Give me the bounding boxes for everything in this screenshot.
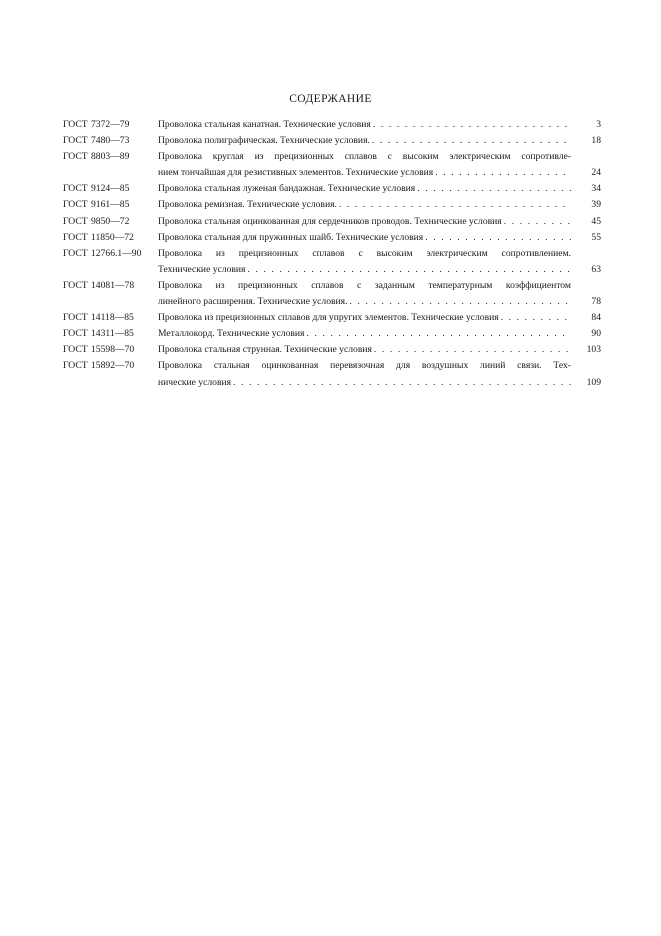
toc-entry-title-text: Проволока стальная канатная. Технические условия: [158, 119, 371, 130]
toc-entry-title: [158, 278, 571, 310]
toc-entry: [63, 149, 601, 181]
dot-leader: [504, 214, 571, 230]
toc-entry: [63, 214, 601, 230]
dot-leader: [435, 165, 571, 181]
toc-entry-title-text: линейного расширения. Технические условия.: [158, 296, 348, 308]
toc-entry-title-text: Проволока стальная луженая бандажная. Технические условия: [158, 183, 416, 195]
toc-entry: [63, 358, 601, 390]
toc-entry-title: [158, 310, 571, 326]
toc-entry-title: [158, 117, 571, 133]
toc-entry-title: [158, 197, 571, 213]
toc-entry-title-line: [158, 133, 571, 149]
table-of-contents: [63, 117, 601, 391]
dot-leader: [374, 342, 571, 358]
toc-entry-code: ГОСТ 11850—72: [63, 231, 134, 243]
toc-entry: [63, 230, 601, 246]
toc-entry-title-line: [158, 197, 571, 213]
toc-entry-page-number: 90: [591, 328, 601, 340]
toc-entry-page-number: 78: [591, 296, 601, 308]
dot-leader: [417, 181, 571, 197]
toc-entry-page-number: 103: [586, 344, 601, 356]
toc-entry-title: [158, 214, 571, 230]
toc-entry-page-number: 34: [591, 183, 601, 195]
toc-entry-page-number: 84: [591, 312, 601, 324]
toc-entry-code: ГОСТ 12766.1—90: [63, 247, 142, 259]
toc-entry-code: ГОСТ 9124—85: [63, 183, 130, 195]
toc-entry-title-line: [158, 262, 571, 278]
toc-entry-title-text: Технические условия: [158, 263, 246, 275]
toc-entry-title-line: [158, 230, 571, 246]
toc-entry-title-line: Проволока стальная оцинкованная перевязочная для воздушных линий связи. Тех-: [158, 360, 571, 372]
toc-entry-title-text: Проволока стальная струнная. Технические условия: [158, 344, 372, 356]
toc-entry: [63, 181, 601, 197]
toc-entry-page-number: 63: [591, 263, 601, 275]
toc-entry-title-text: Проволока ремизная. Технические условия.: [158, 199, 337, 211]
toc-entry-title-line: [158, 310, 571, 326]
toc-entry-title: [158, 358, 571, 390]
toc-entry-page-number: 109: [586, 376, 601, 388]
toc-entry-code: ГОСТ 7372—79: [63, 119, 130, 130]
toc-entry-title: [158, 326, 571, 342]
dot-leader: [372, 133, 571, 149]
dot-leader: [501, 310, 571, 326]
toc-entry-title: [158, 133, 571, 149]
toc-entry-title-line: [158, 326, 571, 342]
toc-entry: [63, 117, 601, 133]
toc-entry-code: ГОСТ 14311—85: [63, 328, 134, 340]
toc-entry-page-number: 3: [596, 119, 601, 130]
toc-entry-code: ГОСТ 15598—70: [63, 344, 135, 356]
toc-entry-title: [158, 342, 571, 358]
toc-entry-title-line: [158, 342, 571, 358]
toc-entry-title-line: [158, 181, 571, 197]
dot-leader: [233, 375, 571, 391]
toc-entry-code: ГОСТ 9850—72: [63, 215, 130, 227]
toc-entry-title-line: Проволока из прецизионных сплавов с высоким электрическим сопротивлением.: [158, 247, 571, 259]
toc-entry-title-line: [158, 375, 571, 391]
toc-entry-title: [158, 181, 571, 197]
toc-entry-title: [158, 246, 571, 278]
toc-entry-title-text: Проволока стальная для пружинных шайб. Технические условия: [158, 231, 424, 243]
dot-leader: [247, 262, 571, 278]
toc-entry-title-line: [158, 165, 571, 181]
toc-entry-title-text: нием тончайшая для резистивных элементов. Технические условия: [158, 167, 434, 179]
toc-entry-page-number: 24: [591, 167, 601, 179]
toc-entry-code: ГОСТ 8803—89: [63, 151, 130, 163]
dot-leader: [349, 294, 571, 310]
toc-entry: [63, 326, 601, 342]
toc-entry-title-text: Металлокорд. Технические условия: [158, 328, 305, 340]
toc-entry-code: ГОСТ 14118—85: [63, 312, 134, 324]
page-title: СОДЕРЖАНИЕ: [289, 93, 372, 105]
dot-leader: [425, 230, 571, 246]
toc-entry: [63, 246, 601, 278]
toc-entry-page-number: 39: [591, 199, 601, 211]
toc-entry-code: ГОСТ 15892—70: [63, 360, 135, 372]
toc-entry-code: ГОСТ 7480—73: [63, 135, 130, 147]
toc-entry-page-number: 18: [591, 135, 601, 147]
toc-entry: [63, 310, 601, 326]
toc-entry: [63, 278, 601, 310]
dot-leader: [373, 117, 571, 133]
toc-entry-page-number: 55: [591, 231, 601, 243]
toc-entry-title: [158, 149, 571, 181]
toc-entry-title: [158, 230, 571, 246]
toc-entry-code: ГОСТ 9161—85: [63, 199, 130, 211]
toc-entry-title-line: Проволока из прецизионных сплавов с заданным температурным коэффициентом: [158, 279, 571, 291]
toc-entry-title-line: [158, 214, 571, 230]
toc-entry: [63, 342, 601, 358]
toc-entry: [63, 197, 601, 213]
toc-entry-title-text: Проволока полиграфическая. Технические условия.: [158, 135, 370, 147]
toc-entry-title-text: нические условия: [158, 376, 232, 388]
toc-entry-title-line: [158, 117, 571, 133]
toc-entry-title-line: [158, 294, 571, 310]
toc-entry: [63, 133, 601, 149]
toc-entry-page-number: 45: [591, 215, 601, 227]
toc-entry-code: ГОСТ 14081—78: [63, 279, 135, 291]
dot-leader: [306, 326, 571, 342]
dot-leader: [339, 197, 571, 213]
toc-entry-title-text: Проволока из прецизионных сплавов для упругих элементов. Технические условия: [158, 312, 499, 324]
toc-entry-title-line: Проволока круглая из прецизионных сплавов с высоким электрическим сопротивле-: [158, 151, 571, 163]
toc-entry-title-text: Проволока стальная оцинкованная для сердечников проводов. Технические условия: [158, 215, 502, 227]
